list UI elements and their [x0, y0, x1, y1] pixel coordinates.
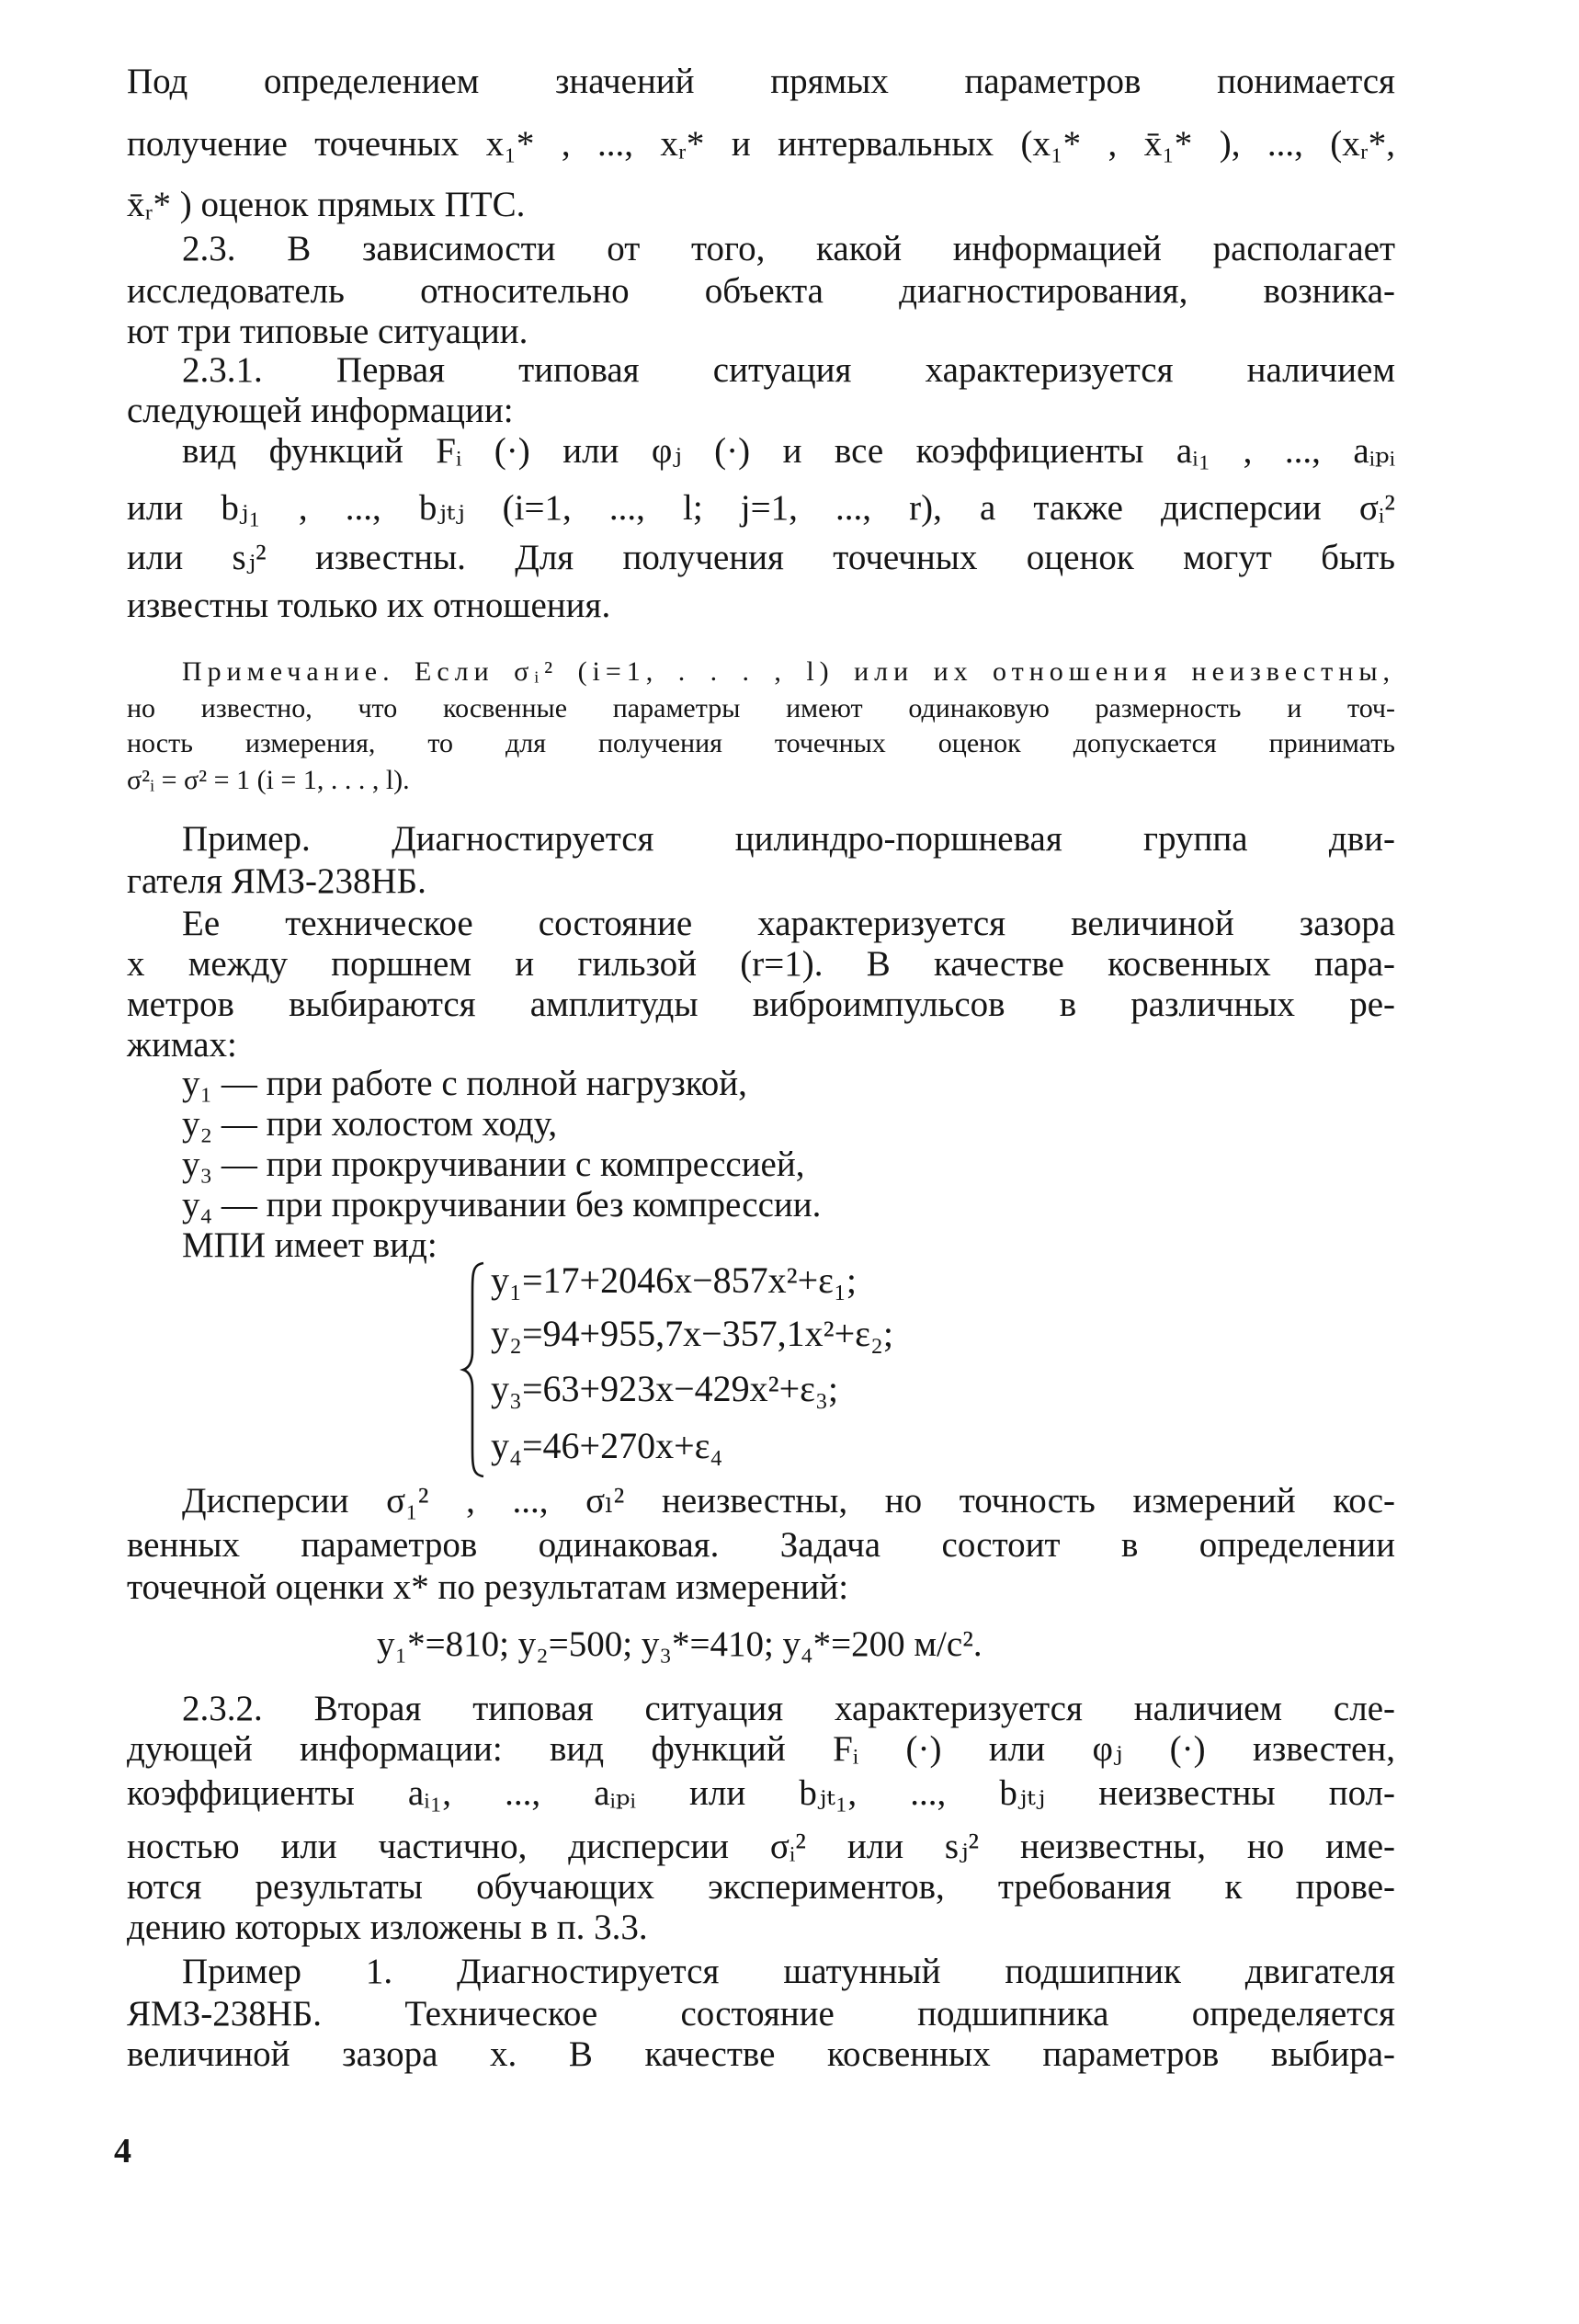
text-line: получение точечных x₁* , ..., xᵣ* и интервальных (x₁* , x̄₁* ), ..., (xᵣ*, — [127, 124, 1395, 164]
text-line: ЯМЗ-238НБ. Техническое состояние подшипника определяется — [127, 1994, 1395, 2034]
text-line: Пример. Диагностируется цилиндро-поршневая группа дви- — [182, 819, 1395, 859]
text-line: венных параметров одинаковая. Задача состоит в определении — [127, 1525, 1395, 1565]
equation-system — [460, 1259, 1103, 1480]
text-line: Дисперсии σ₁² , ..., σₗ² неизвестны, но точность измерений кос- — [182, 1481, 1395, 1521]
text-line: Ее техническое состояние характеризуется величиной зазора — [182, 904, 1395, 943]
text-line: 2.3. В зависимости от того, какой информацией располагает — [182, 229, 1395, 268]
text-line: y₂ — при холостом ходу, — [182, 1104, 558, 1144]
equation-y4: y₄=46+270x+ε₄ — [491, 1425, 723, 1466]
measurement-line: y₁*=810; y₂=500; y₃*=410; y₄*=200 м/с². — [377, 1624, 983, 1664]
text-line: 2.3.2. Вторая типовая ситуация характеризуется наличием сле- — [182, 1689, 1395, 1728]
text-line: величиной зазора x. В качестве косвенных параметров выбира- — [127, 2034, 1395, 2074]
text-line: исследователь относительно объекта диагностирования, возника- — [127, 271, 1395, 311]
text-line: точечной оценки x* по результатам измерений: — [127, 1567, 849, 1607]
text-line: Пример 1. Диагностируется шатунный подшипник двигателя — [182, 1952, 1395, 1991]
text-line: ностью или частично, дисперсии σᵢ² или sⱼ² неизвестны, но име- — [127, 1827, 1395, 1866]
equation-y2: y₂=94+955,7x−357,1x²+ε₂; — [491, 1313, 894, 1354]
text-line: x̄ᵣ* ) оценок прямых ПТС. — [127, 185, 526, 224]
text-line: известны только их отношения. — [127, 586, 611, 625]
text-line: следующей информации: — [127, 391, 514, 430]
text-line: коэффициенты aᵢ₁, ..., aᵢₚᵢ или bⱼₜ₁, ..., bⱼₜⱼ неизвестны пол- — [127, 1773, 1395, 1813]
text-line: дующей информации: вид функций Fᵢ (·) или φⱼ (·) известен, — [127, 1729, 1395, 1769]
text-line: x между поршнем и гильзой (r=1). В качестве косвенных пара- — [127, 944, 1395, 984]
text-line: y₃ — при прокручивании с компрессией, — [182, 1145, 805, 1184]
text-line: вид функций Fᵢ (·) или φⱼ (·) и все коэффициенты aᵢ₁ , ..., aᵢₚᵢ — [182, 431, 1395, 471]
text-line: жимах: — [127, 1025, 237, 1065]
equation-y1: y₁=17+2046x−857x²+ε₁; — [491, 1259, 858, 1301]
text-line: дению которых изложены в п. 3.3. — [127, 1908, 648, 1947]
note-line: но известно, что косвенные параметры имеют одинаковую размерность и точ- — [127, 693, 1395, 723]
text-line: ются результаты обучающих экспериментов, требования к прове- — [127, 1867, 1395, 1907]
left-brace-icon — [460, 1259, 487, 1480]
text-line: y₄ — при прокручивании без компрессии. — [182, 1185, 822, 1225]
page-number: 4 — [114, 2132, 131, 2170]
text-line: или bⱼ₁ , ..., bⱼₜⱼ (i=1, ..., l; j=1, ..., r), а также дисперсии σᵢ² — [127, 488, 1395, 528]
text-line: 2.3.1. Первая типовая ситуация характеризуется наличием — [182, 350, 1395, 390]
text-line: МПИ имеет вид: — [182, 1225, 437, 1265]
text-line: y₁ — при работе с полной нагрузкой, — [182, 1064, 747, 1103]
text-line: метров выбираются амплитуды виброимпульсов в различных ре- — [127, 985, 1395, 1024]
text-line: или sⱼ² известны. Для получения точечных оценок могут быть — [127, 538, 1395, 577]
note-line: Примечание. Если σᵢ² (i=1, . . . , l) или их отношения неизвестны, — [182, 656, 1395, 687]
text-line: гателя ЯМЗ-238НБ. — [127, 861, 426, 901]
text-line: ют три типовые ситуации. — [127, 312, 528, 351]
note-line: ность измерения, то для получения точечных оценок допускается принимать — [127, 728, 1395, 758]
note-line: σ²ᵢ = σ² = 1 (i = 1, . . . , l). — [127, 765, 410, 795]
equation-y3: y₃=63+923x−429x²+ε₃; — [491, 1368, 839, 1409]
text-line: Под определением значений прямых параметров понимается — [127, 62, 1395, 101]
